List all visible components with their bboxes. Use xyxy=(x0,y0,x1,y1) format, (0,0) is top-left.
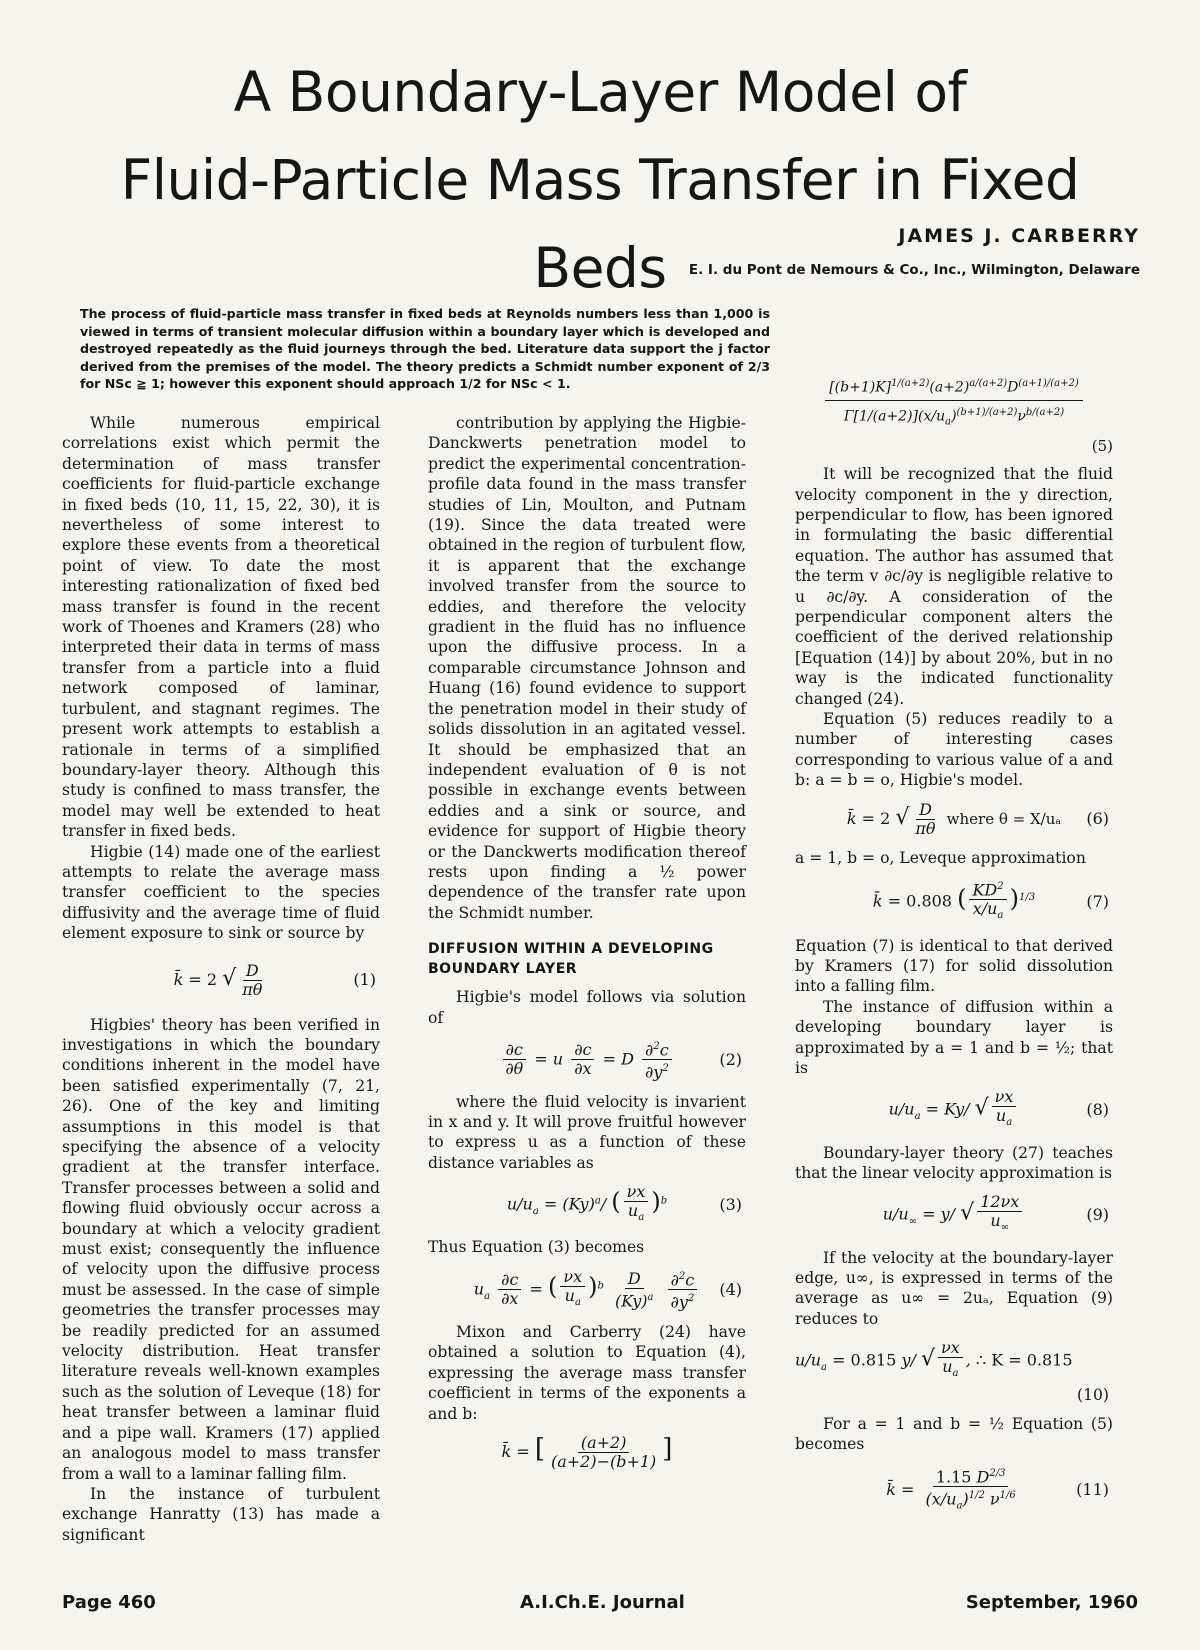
paragraph: Equation (5) reduces readily to a number of interesting cases corresponding to various value of a and b: a = b = o, Higbie's model. xyxy=(795,709,1113,790)
paragraph: For a = 1 and b = ½ Equation (5) becomes xyxy=(795,1414,1113,1454)
equation-11: k̄ = $\frac{1.15 D^{2/3}}{(x/u_a)^{1/2} \nu^{1/6}}$ (11) xyxy=(795,1465,1113,1516)
equation-number: (4) xyxy=(719,1279,742,1299)
column-1 xyxy=(62,413,380,1545)
paragraph: where the fluid velocity is invarient in x and y. It will prove fruitful however to express u as a function of these distance variables as xyxy=(428,1092,746,1172)
paragraph: a = 1, b = o, Leveque approximation xyxy=(795,848,1086,867)
equation-number: (8) xyxy=(1086,1100,1109,1120)
paragraph: The instance of diffusion within a developing boundary layer is approximated by a = 1 and b = ½; that is xyxy=(795,997,1113,1077)
equation-8: $u/u_a = Ky/$ √ $\frac{\nu x}{u_a}$ (8) xyxy=(888,1087,1109,1129)
paragraph: If the velocity at the boundary-layer edge, u∞, is expressed in terms of the average as u∞ = 2uₐ, Equation (9) reduces to xyxy=(795,1248,1113,1328)
equation-1: k̄ = 2 √ $\frac{D}{\pi\theta}$ (1) xyxy=(173,960,376,999)
equation-number: (2) xyxy=(719,1049,742,1069)
title-line-2: Fluid-Particle Mass Transfer in Fixed Beds xyxy=(120,148,1080,300)
column-3 xyxy=(795,372,1113,1525)
column-2 xyxy=(428,413,746,1481)
equation-9: $u/u_\infty = y/$ √ $\frac{12\nu x}{u_\infty}$ (9) xyxy=(882,1192,1109,1234)
paragraph: Mixon and Carberry (24) have obtained a solution to Equation (4), expressing the average mass transfer coefficient in terms of the exponents a and b: xyxy=(428,1323,746,1423)
abstract: The process of fluid-particle mass transfer in fixed beds at Reynolds numbers less than 1,000 is viewed in terms of transient molecular diffusion within a boundary layer which is developed and destroyed repeatedly as the fluid journeys through the bed. Literature data support the j factor derived from the premises of the model. The theory predicts a Schmidt number exponent of 2/3 for NSc ≧ 1; however this exponent should approach 1/2 for NSc < 1. xyxy=(80,306,770,392)
issue-date: September, 1960 xyxy=(965,1592,1138,1613)
paragraph: Thus Equation (3) becomes xyxy=(428,1238,645,1257)
equation-10-tail: ∴ K = 0.815 xyxy=(975,1350,1073,1370)
equation-6: k̄ = 2 √ $\frac{D}{\pi\theta}$ where θ = X/uₐ (6) xyxy=(846,799,1109,838)
equation-number: (7) xyxy=(1086,891,1109,911)
paragraph: Boundary-layer theory (27) teaches that the linear velocity approximation is xyxy=(795,1143,1113,1182)
equation-5-part-1: k̄ = [ $\frac{(a+2)}{(a+2)-(b+1)}$ ] xyxy=(501,1433,673,1472)
equation-number: (5) xyxy=(1091,437,1113,456)
equation-7: k̄ = 0.808 ( $\frac{KD^2}{x/u_a}$ )$^{1/3}$ (7) xyxy=(795,878,1113,926)
equation-10: $u/u_a = 0.815$ y/ √ $\frac{\nu x}{u_a}$ , ∴ K = 0.815 xyxy=(795,1338,1073,1380)
page-number: Page 460 xyxy=(62,1592,156,1613)
equation-number: (1) xyxy=(353,969,376,989)
equation-6-condition: where θ = X/uₐ xyxy=(946,809,1062,828)
paragraph: contribution by applying the Higbie-Danckwerts penetration model to predict the experimental concentration-profile data found in the mass transfer studies of Lin, Moulton, and Putnam (19). Since the data treated were obtained in the region of turbulent flow, it is apparent that the exchange involved transfer from the source to eddies, and therefore the velocity gradient in the fluid has no influence upon the diffusive process. In a comparable circumstance Johnson and Huang (16) found evidence to support the penetration model in their study of solids dissolution in an agitated vessel. It should be emphasized that an independent evaluation of θ is not possible in exchange events between eddies and a sink or source, and evidence for support of Higbie theory or the Danckwerts modification thereof rests upon finding a ½ power dependence of the transfer rate upon the Schmidt number. xyxy=(428,414,746,922)
author-name: JAMES J. CARBERRY xyxy=(898,225,1140,247)
title-line-1: A Boundary-Layer Model of xyxy=(233,60,967,124)
section-heading: DIFFUSION WITHIN A DEVELOPING BOUNDARY LAYER xyxy=(428,941,714,978)
equation-number: (6) xyxy=(1086,808,1109,828)
paragraph: While numerous empirical correlations exist which permit the determination of mass transfer coefficients for fluid-particle exchange in fixed beds (10, 11, 15, 22, 30), it is nevertheless of some interest to explore these events from a theoretical point of view. To date the most interesting rationalization of fixed bed mass transfer is found in the recent work of Thoenes and Kramers (28) who interpreted their data in terms of mass transfer from a particle into a fluid network composed of laminar, turbulent, and stagnant regimes. The present work attempts to establish a rationale in terms of a simplified boundary-layer theory. Although this study is confined to mass transfer, the model may well be extended to heat transfer in fixed beds. xyxy=(62,414,380,841)
journal-name: A.I.Ch.E. Journal xyxy=(520,1592,685,1613)
paragraph: Higbies' theory has been verified in investigations in which the boundary conditions inherent in the model have been satisfied experimentally (7, 21, 26). One of the key and limiting assumptions in this model is that specifying the absence of a velocity gradient at the transfer interface. Transfer processes between a solid and flowing fluid obviously occur across a boundary at which a velocity gradient must exist; consequently the influence of velocity upon the diffusive process must be assessed. In the case of simple geometries the transfer processes may be readily predicted for an assumed velocity distribution. Heat transfer literature reveals well-known examples such as the solution of Leveque (18) for heat transfer between a laminar fluid and a pipe wall. Kramers (17) applied an analogous model to mass transfer from a wall to a laminar falling film. xyxy=(62,1015,380,1483)
equation-4: $u_a$ $\frac{\partial c}{\partial x}$ = ( $\frac{\nu x}{u_a}$ )$^b$ $\frac{D}{(Ky)^a}$ $\frac{\partial^2c}{\partial y^2}$ (4) xyxy=(473,1266,742,1312)
equation-number: (3) xyxy=(719,1195,742,1215)
equation-2: $\frac{\partial c}{\partial\theta}$ = u $\frac{\partial c}{\partial x}$ = D $\frac{\partial^2c}{\partial y^2}$ (2) xyxy=(428,1038,746,1082)
equation-3: $u/u_a = (Ky)^a/$ ( $\frac{\nu x}{u_a}$ )$^b$ (3) xyxy=(506,1182,742,1224)
author-affiliation: E. I. du Pont de Nemours & Co., Inc., Wilmington, Delaware xyxy=(688,262,1140,278)
equation-5-part-2: $[(b+1)K]^{1/(a+2)}(a+2)^{a/(a+2)}D^{(a+1)/(a+2)}$ $\Gamma[1/(a+2)](x/u_a)^{(b+1)/(a+2)}\nu^{b/(a+2)}$ (5) xyxy=(795,372,1113,458)
paragraph: It will be recognized that the fluid velocity component in the y direction, perpendicular to flow, has been ignored in formulating the basic differential equation. The author has assumed that the term v ∂c/∂y is negligible relative to u ∂c/∂y. A consideration of the perpendicular component alters the coefficient of the derived relationship [Equation (14)] by about 20%, but in no way is the indicated functionality changed (24). xyxy=(795,465,1113,708)
paragraph: In the instance of turbulent exchange Hanratty (13) has made a significant xyxy=(62,1484,380,1544)
equation-number: (10) xyxy=(1076,1386,1109,1405)
paragraph: Higbie (14) made one of the earliest attempts to relate the average mass transfer coefficient to the species diffusivity and the average time of fluid element exposure to sink or source by xyxy=(62,842,380,943)
equation-number: (9) xyxy=(1086,1205,1109,1225)
equation-number: (11) xyxy=(1076,1479,1109,1499)
paragraph: Higbie's model follows via solution of xyxy=(428,988,746,1027)
paragraph: Equation (7) is identical to that derived by Kramers (17) for solid dissolution into a falling film. xyxy=(795,936,1113,996)
